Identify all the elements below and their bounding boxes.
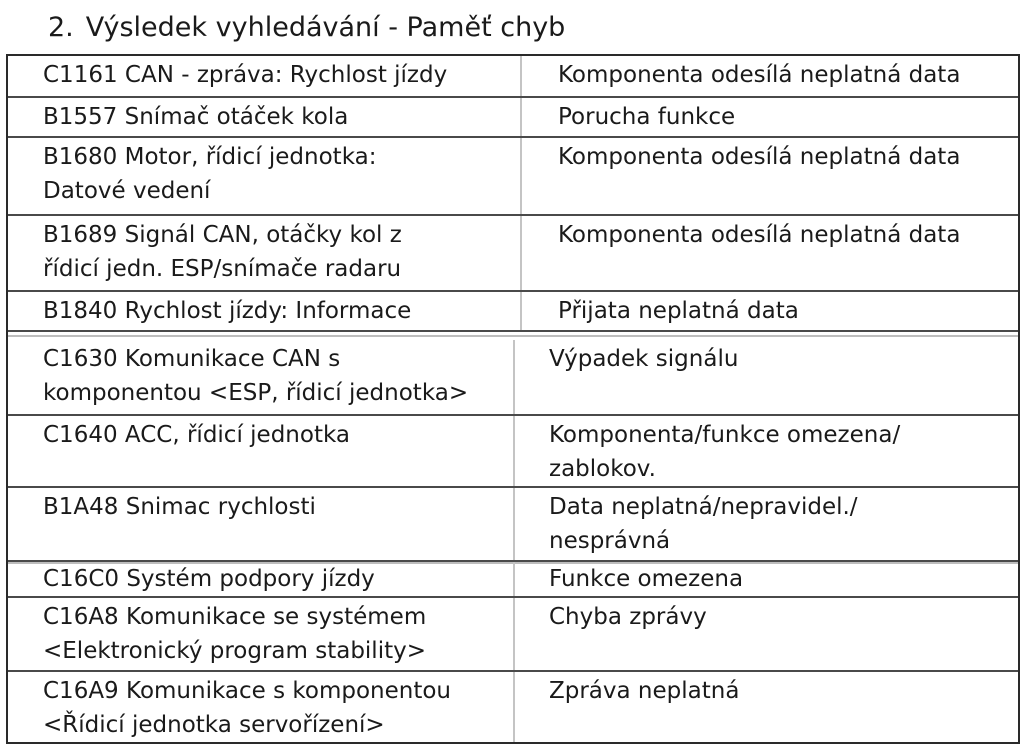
table-separator [8,335,1018,337]
status-cell: Funkce omezena [549,566,744,592]
table-row [8,138,1018,216]
column-divider [513,598,515,670]
column-divider [513,562,515,596]
code-description-cell: C1640 ACC, řídicí jednotka [43,422,350,448]
code-description-cell: B1557 Snímač otáček kola [43,104,349,130]
status-cell: Komponenta odesílá neplatná data [558,144,961,170]
fault-memory-table [6,54,1020,744]
table-row [8,672,1018,742]
code-description-cell: C16A9 Komunikace s komponentou <Řídicí jednotka servořízení> [43,678,451,738]
table-row [8,216,1018,292]
column-divider [520,56,522,96]
code-description-cell: C1161 CAN - zpráva: Rychlost jízdy [43,62,448,88]
table-row [8,340,1018,416]
status-cell: Zpráva neplatná [549,678,740,704]
code-description-cell: C16A8 Komunikace se systémem <Elektronický program stability> [43,604,427,664]
table-row [8,416,1018,488]
column-divider [520,292,522,330]
table-row [8,562,1018,598]
code-description-cell: C1630 Komunikace CAN s komponentou <ESP, řídicí jednotka> [43,346,469,406]
column-divider [520,216,522,290]
code-description-cell: B1680 Motor, řídicí jednotka: Datové vedení [43,144,377,204]
table-row [8,56,1018,98]
status-cell: Přijata neplatná data [558,298,799,324]
status-cell: Data neplatná/nepravidel./ nesprávná [549,494,858,554]
code-description-cell: B1A48 Snimac rychlosti [43,494,316,520]
column-divider [513,416,515,486]
column-divider [513,672,515,742]
status-cell: Porucha funkce [558,104,736,130]
section-number: 2. [48,12,74,43]
code-description-cell: B1689 Signál CAN, otáčky kol z řídicí jedn. ESP/snímače radaru [43,222,402,282]
table-row [8,598,1018,672]
section-title: Výsledek vyhledávání - Paměť chyb [85,12,566,43]
code-description-cell: B1840 Rychlost jízdy: Informace [43,298,412,324]
status-cell: Výpadek signálu [549,346,739,372]
status-cell: Komponenta odesílá neplatná data [558,222,961,248]
table-row [8,98,1018,138]
status-cell: Komponenta/funkce omezena/ zablokov. [549,422,901,482]
column-divider [513,488,515,560]
code-description-cell: C16C0 Systém podpory jízdy [43,566,375,592]
table-row [8,292,1018,332]
status-cell: Chyba zprávy [549,604,707,630]
column-divider [520,98,522,136]
table-row [8,488,1018,562]
page-title [48,10,565,46]
column-divider [520,138,522,214]
column-divider [513,340,515,414]
status-cell: Komponenta odesílá neplatná data [558,62,961,88]
